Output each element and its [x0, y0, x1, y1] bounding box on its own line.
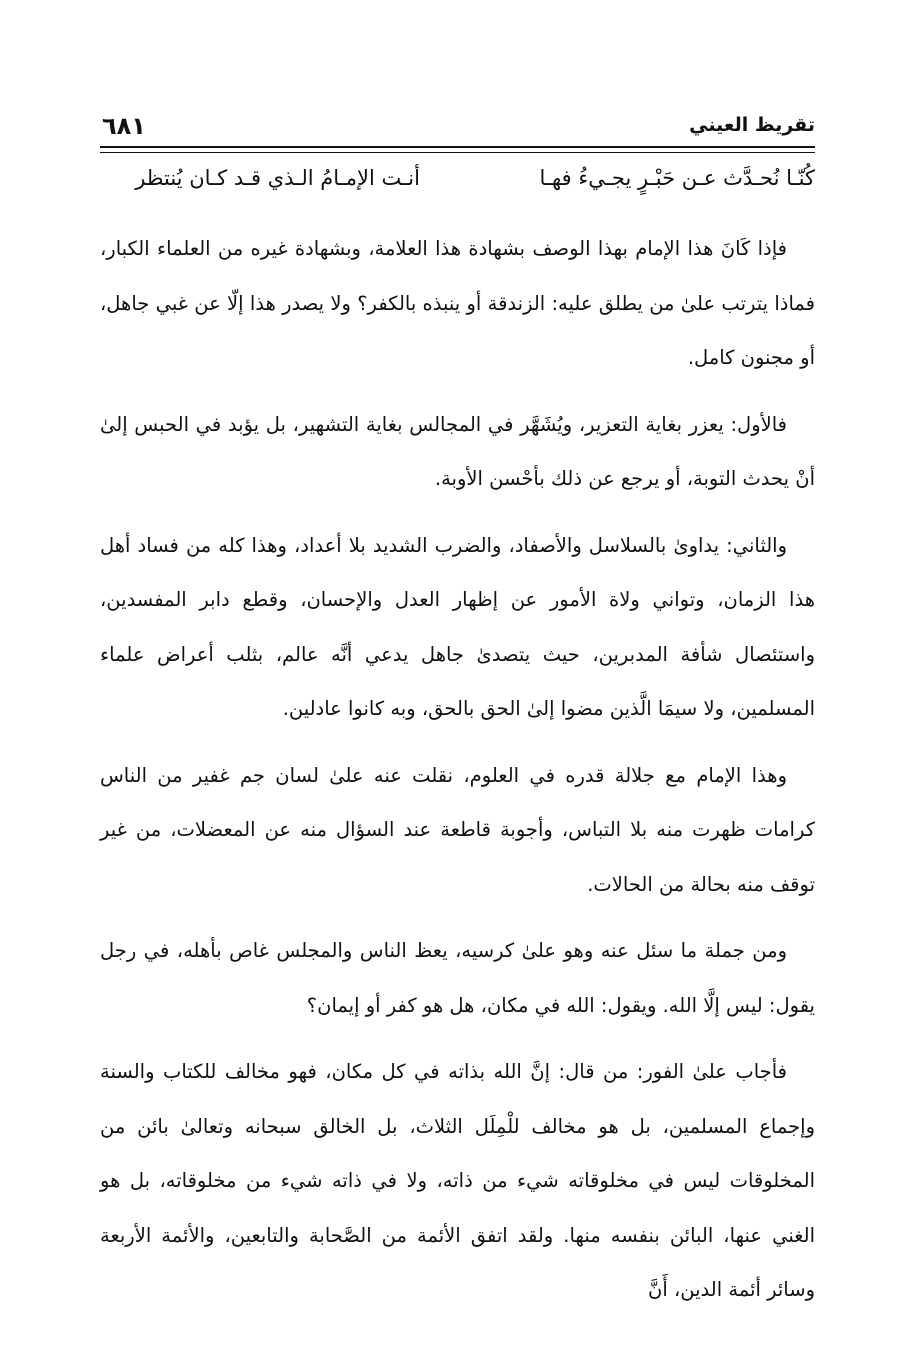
document-page	[100, 0, 815, 1366]
paragraph: وهذا الإمام مع جلالة قدره في العلوم، نقلت عنه علىٰ لسان جم غفير من الناس كرامات ظهرت منه بلا التباس، وأجوبة قاطعة عند السؤال منه عن المعضلات، من غير توقف منه بحالة من الحالات.	[100, 763, 815, 896]
running-header	[100, 112, 815, 146]
verse-second-hemistich: أنـت الإمـامُ الـذي قـد كـان يُنتظر	[135, 166, 420, 190]
paragraph: فأجاب علىٰ الفور: من قال: إنَّ الله بذاته في كل مكان، فهو مخالف للكتاب والسنة وإجماع المسلمين، بل هو مخالف للْمِلَل الثلاث، بل الخالق سبحانه وتعالىٰ بائن من المخلوقات ليس في مخلوقاته شيء من ذاته، ولا في ذاته شيء من مخلوقاته، بل هو الغني عنها، البائن بنفسه منها. ولقد اتفق الأئمة من الصَّحابة والتابعين، والأئمة الأربعة وسائر أئمة الدين، أَنَّ	[100, 1060, 815, 1301]
running-title: تقريظ العيني	[689, 114, 815, 136]
paragraph: فالأول: يعزر بغاية التعزير، ويُشَهَّر في المجالس بغاية التشهير، بل يؤبد في الحبس إلىٰ أنْ يحدث التوبة، أو يرجع عن ذلك بأحْسن الأوبة.	[100, 412, 815, 490]
paragraph: فإذا كَانَ هذا الإمام بهذا الوصف بشهادة هذا العلامة، وبشهادة غيره من العلماء الكبار، فماذا يترتب علىٰ من يطلق عليه: الزندقة أو ينبذه بالكفر؟ ولا يصدر هذا إلّا عن غبي جاهل، أو مجنون كامل.	[100, 237, 815, 369]
poetry-verse	[100, 166, 815, 210]
page-number: ٦٨١	[102, 112, 146, 140]
paragraph: والثاني: يداوىٰ بالسلاسل والأصفاد، والضرب الشديد بلا أعداد، وهذا كله من فساد أهل هذا الزمان، وتواني ولاة الأمور عن إظهار العدل والإحسان، وقطع دابر المفسدين، واستئصال شأفة المدبرين، حيث يتصدىٰ جاهل يدعي أنَّه عالم، بثلب أعراض علماء المسلمين، ولا سيمَا الَّذين مضوا إلىٰ الحق بالحق، وبه كانوا عادلين.	[100, 533, 815, 720]
body-text	[100, 222, 815, 1330]
header-rule	[100, 146, 815, 153]
verse-first-hemistich: كُنّـا نُحـدَّث عـن حَبْـرٍ يجـيءُ فهـا	[539, 166, 815, 190]
paragraph: ومن جملة ما سئل عنه وهو علىٰ كرسيه، يعظ الناس والمجلس غاص بأهله، في رجل يقول: ليس إلَّا الله. ويقول: الله في مكان، هل هو كفر أو إيمان؟	[100, 939, 815, 1017]
